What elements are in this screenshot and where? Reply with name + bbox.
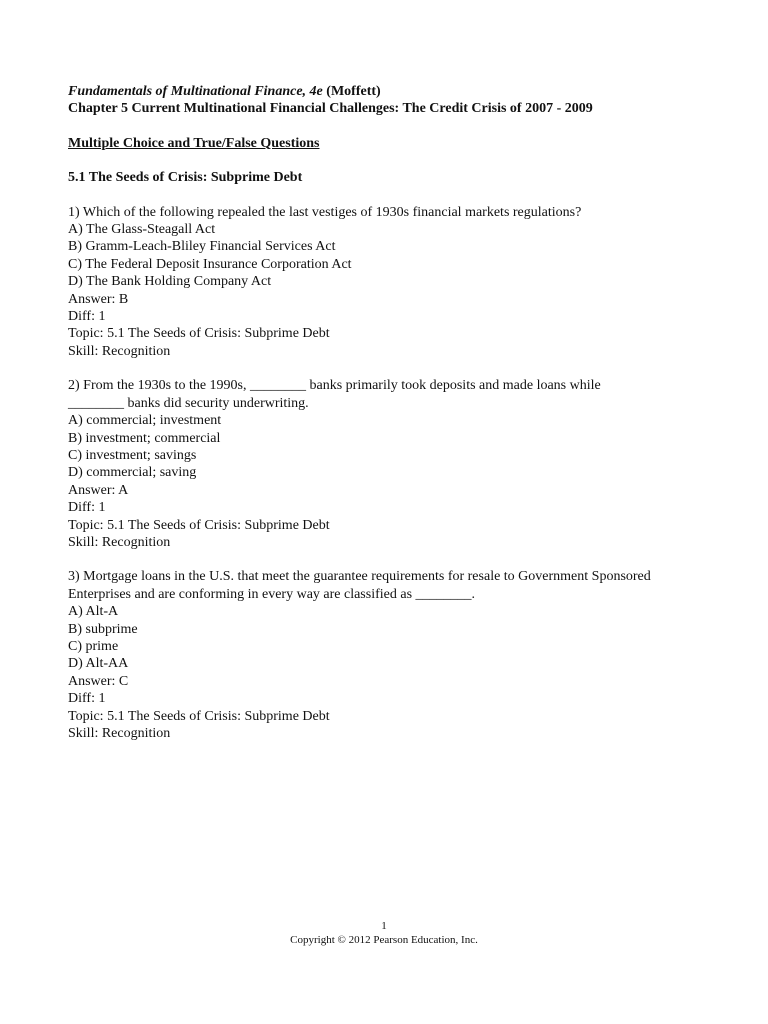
answer-option: D) The Bank Holding Company Act — [68, 274, 272, 290]
page-content — [68, 83, 708, 742]
skill: Skill: Recognition — [68, 726, 171, 741]
book-author: (Moffett) — [326, 84, 381, 99]
answer-option: D) Alt-AA — [68, 656, 129, 672]
book-title: Fundamentals of Multinational Finance, 4e — [68, 84, 323, 99]
question-2 — [68, 377, 708, 551]
question-stem-continued: ________ banks did security underwriting. — [68, 395, 309, 411]
question-stem: 3) Mortgage loans in the U.S. that meet the guarantee requirements for resale to Government Sponsored — [68, 569, 651, 585]
answer-option: A) The Glass-Steagall Act — [68, 222, 216, 238]
difficulty: Diff: 1 — [68, 691, 106, 707]
answer-option: A) Alt-A — [68, 604, 119, 620]
book-title-line — [68, 83, 708, 100]
answer-key: Answer: A — [68, 482, 129, 498]
answer-option: D) commercial; saving — [68, 465, 197, 481]
answer-key: Answer: B — [68, 291, 129, 307]
page-number: 1 — [381, 920, 387, 932]
difficulty: Diff: 1 — [68, 500, 106, 516]
answer-option: B) Gramm-Leach-Bliley Financial Services Act — [68, 239, 336, 255]
answer-option: C) prime — [68, 638, 119, 654]
topic: Topic: 5.1 The Seeds of Crisis: Subprime Debt — [68, 517, 330, 533]
skill: Skill: Recognition — [68, 534, 171, 550]
subsection-heading: 5.1 The Seeds of Crisis: Subprime Debt — [68, 170, 303, 186]
section-heading: Multiple Choice and True/False Questions — [68, 135, 320, 151]
difficulty: Diff: 1 — [68, 309, 106, 325]
answer-option: C) The Federal Deposit Insurance Corporation Act — [68, 256, 352, 272]
copyright-notice: Copyright © 2012 Pearson Education, Inc. — [290, 934, 478, 946]
answer-option: B) investment; commercial — [68, 430, 221, 446]
topic: Topic: 5.1 The Seeds of Crisis: Subprime Debt — [68, 708, 330, 724]
answer-option: C) investment; savings — [68, 447, 197, 463]
question-1 — [68, 204, 708, 361]
topic: Topic: 5.1 The Seeds of Crisis: Subprime Debt — [68, 326, 330, 342]
skill: Skill: Recognition — [68, 343, 171, 359]
answer-option: B) subprime — [68, 621, 138, 637]
answer-key: Answer: C — [68, 673, 129, 689]
question-3 — [68, 568, 708, 742]
question-stem: 2) From the 1930s to the 1990s, ________ banks primarily took deposits and made loans while — [68, 378, 601, 394]
answer-option: A) commercial; investment — [68, 413, 222, 429]
chapter-title: Chapter 5 Current Multinational Financial Challenges: The Credit Crisis of 2007 - 2009 — [68, 101, 593, 117]
question-stem-continued: Enterprises and are conforming in every way are classified as ________. — [68, 586, 476, 602]
question-stem: 1) Which of the following repealed the last vestiges of 1930s financial markets regulations? — [68, 204, 582, 220]
page-footer — [0, 919, 768, 947]
